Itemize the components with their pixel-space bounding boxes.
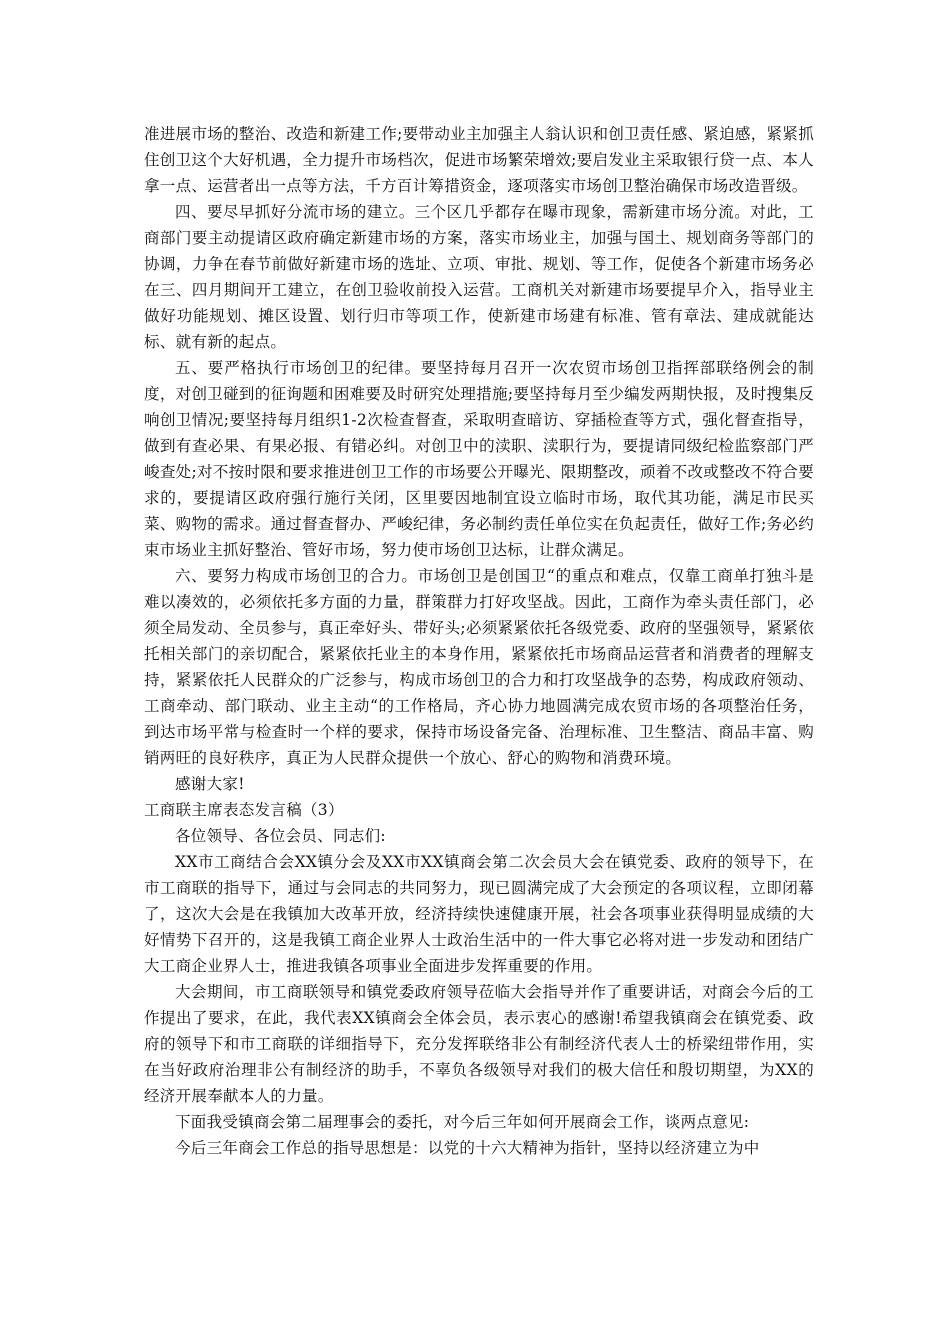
paragraph-5: XX市工商结合会XX镇分会及XX市XX镇商会第二次会员大会在镇党委、政府的领导下，在市工商联的指导下，通过与会同志的共同努力，现已圆满完成了大会预定的各项议程，立即闭幕了，这次大会是在我镇加大改革开放，经济持续快速健康开展，社会各项事业获得明显成绩的大好情势下召开的，这是我镇工商企业界人士政治生活中的一件大事它必将对进一步发动和团结广大工商企业界人士，推进我镇各项事业全面进步发挥重要的作用。	[144, 853, 814, 975]
paragraph-6: 大会期间，市工商联领导和镇党委政府领导莅临大会指导并作了重要讲话，对商会今后的工作提出了要求，在此，我代表XX镇商会全体会员，表示衷心的感谢!希望我镇商会在镇党委、政府的领导下和市工商联的详细指导下，充分发挥联络非公有制经济代表人士的桥梁纽带作用，实在当好政府治理非公有制经济的助手，不辜负各级领导对我们的极大信任和殷切期望，为XX的经济开展奉献本人的力量。	[144, 983, 814, 1105]
paragraph-thanks: 感谢大家!	[175, 775, 245, 793]
paragraph-8: 今后三年商会工作总的指导思想是：以党的十六大精神为指针，坚持以经济建立为中	[175, 1139, 760, 1157]
paragraph-1: 准进展市场的整治、改造和新建工作;要带动业主加强主人翁认识和创卫责任感、紧迫感，紧紧抓住创卫这个大好机遇，全力提升市场档次，促进市场繁荣增效;要启发业主采取银行贷一点、本人拿一点、运营者出一点等方法，千方百计筹措资金，逐项落实市场创卫整治确保市场改造晋级。	[144, 125, 814, 195]
paragraph-3: 五、要严格执行市场创卫的纪律。要坚持每月召开一次农贸市场创卫指挥部联络例会的制度，对创卫碰到的征询题和困难要及时研究处理措施;要坚持每月至少编发两期快报，及时搜集反响创卫情况;要坚持每月组织1-2次检查督查，采取明查暗访、穿插检查等方式，强化督查指导，做到有查必果、有果必报、有错必纠。对创卫中的渎职、渎职行为，要提请同级纪检监察部门严峻查处;对不按时限和要求推进创卫工作的市场要公开曝光、限期整改，顽着不改或整改不符合要求的，要提请区政府强行施行关闭，区里要因地制宜设立临时市场，取代其功能，满足市民买菜、购物的需求。通过督查督办、严峻纪律，务必制约责任单位实在负起责任，做好工作;务必约束市场业主抓好整治、管好市场，努力使市场创卫达标，让群众满足。	[144, 359, 814, 559]
section-heading: 工商联主席表态发言稿（3）	[144, 801, 344, 819]
document-body	[144, 121, 814, 1161]
salutation: 各位领导、各位会员、同志们:	[175, 827, 386, 845]
paragraph-4: 六、要努力构成市场创卫的合力。市场创卫是创国卫“的重点和难点，仅靠工商单打独斗是难以凑效的，必须依托多方面的力量，群策群力打好攻坚战。因此，工商作为牵头责任部门，必须全局发动、全员参与，真正牵好头、带好头;必须紧紧依托各级党委、政府的坚强领导，紧紧依托相关部门的亲切配合，紧紧依托业主的本身作用，紧紧依托市场商品运营者和消费者的理解支持，紧紧依托人民群众的广泛参与，构成市场创卫的合力和打攻坚战争的态势，构成政府领动、工商牵动、部门联动、业主主动“的工作格局，齐心协力地圆满完成农贸市场的各项整治任务，到达市场平常与检查时一个样的要求，保持市场设备完备、治理标准、卫生整洁、商品丰富、购销两旺的良好秩序，真正为人民群众提供一个放心、舒心的购物和消费环境。	[144, 567, 814, 767]
paragraph-2: 四、要尽早抓好分流市场的建立。三个区几乎都存在曝市现象，需新建市场分流。对此，工商部门要主动提请区政府确定新建市场的方案，落实市场业主，加强与国土、规划商务等部门的协调，力争在春节前做好新建市场的选址、立项、审批、规划、等工作，促使各个新建市场务必在三、四月期间开工建立，在创卫验收前投入运营。工商机关对新建市场要提早介入，指导业主做好功能规划、摊区设置、划行归市等项工作，使新建市场建有标准、管有章法、建成就能达标、就有新的起点。	[144, 203, 814, 351]
paragraph-7: 下面我受镇商会第二届理事会的委托，对今后三年如何开展商会工作，谈两点意见:	[175, 1113, 750, 1131]
